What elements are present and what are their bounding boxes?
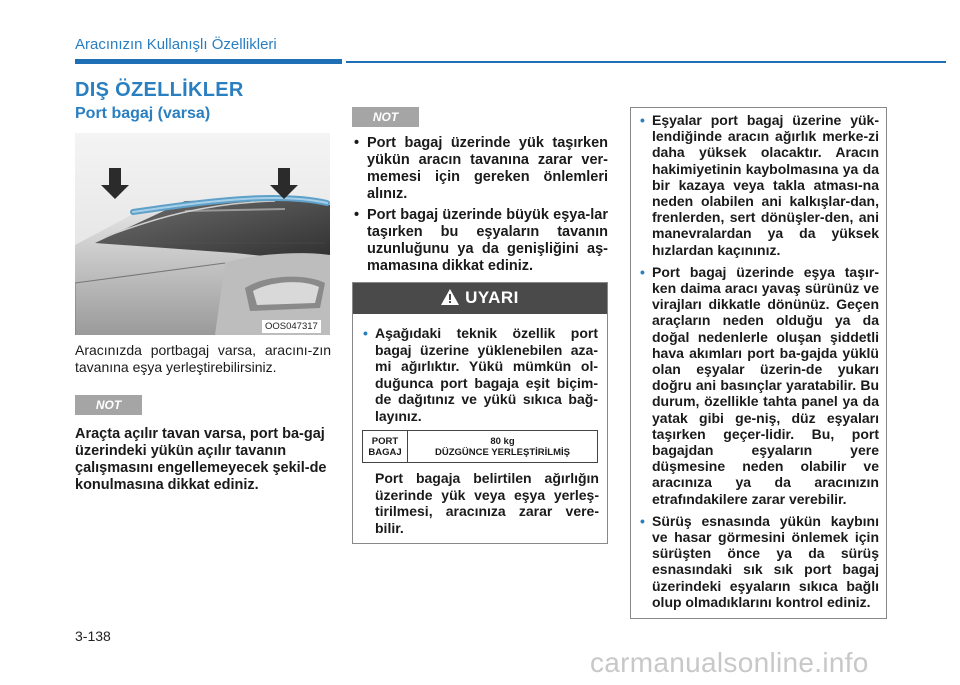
note-list — [352, 135, 608, 279]
subsection-title: Port bagaj (varsa) — [75, 105, 211, 122]
page-number: 3-138 — [75, 628, 111, 644]
figure-code: OOS047317 — [262, 320, 321, 333]
warning-list — [362, 325, 598, 424]
note-tag: NOT — [352, 107, 419, 127]
table-cell-value: DÜZGÜNCE YERLEŞTİRİLMİŞ — [435, 446, 570, 458]
list-item: • Port bagaj üzerinde eşya taşır-ken daima aracı yavaş sürünüz ve virajları dikkatle dönünüz. Geçen araçların neden olduğu ya da doğal nedenlerle oluşan şiddetli hava akımları port ba-gajda yüklü olan eşyalar üzerin-de yukarı doğru ani basınçlar yaratabilir. Bu durum, özellikle tahta panel ya da yatak gibi ge-niş, düz eşyaları taşırken geçer-lidir. Bu, port bagajdan eşyaların yere düşmesine neden olabilir ve aracınıza ya da aracınızın etrafındakilere zarar verebilir. — [639, 264, 879, 507]
list-item: • Port bagaj üzerinde büyük eşya-lar taşırken bu eşyaların tavanın uzunluğunu ya da genişliğini aş-mamasına dikkat ediniz. — [352, 207, 608, 275]
intro-paragraph: Aracınızda portbagaj varsa, aracını-zın tavanına eşya yerleştirebilirsiniz. — [75, 342, 331, 375]
list-item: • Eşyalar port bagaj üzerine yük-lendiğinde aracın ağırlık merke-zi daha yüksek olacaktır. Aracın hakimiyetinin kaybolmasına ya da bir kazaya veya takla atması-na neden olabilen ani kalkışlar-dan, frenlerden, sert dönüşler-den, ani manevralardan ya da yüksek hızlardan kaçınınız. — [639, 112, 879, 258]
warning-triangle-icon — [441, 289, 459, 310]
header-rule-thin — [346, 61, 946, 63]
list-item: • Aşağıdaki teknik özellik port bagaj üzerine yüklenebilen aza-mi ağırlıktır. Yükü mümkün ol-duğunca port bagaja eşit biçim-de dağıtınız ve yükü sıkıca bağ-layınız. — [362, 325, 598, 424]
note-tag: NOT — [75, 395, 142, 415]
warning-header — [353, 283, 607, 314]
list-item: • Sürüş esnasında yükün kaybını ve hasar görmesini önlemek için sürüşten önce ya da sürüş esnasındaki sık sık port bagaj üzerindeki eşyaların sıkıca bağlı olup olmadıklarını kontrol ediniz. — [639, 513, 879, 610]
table-row — [363, 431, 598, 463]
roof-rack-car-illustration — [75, 133, 330, 335]
warning-label: UYARI — [465, 288, 519, 307]
note-text: Araçta açılır tavan varsa, port ba-gaj üzerindeki yükün açılır tavanın çalışmasını engellemeyecek şekil-de konulmasına dikkat ediniz. — [75, 426, 327, 493]
table-cell — [408, 431, 598, 463]
section-title: DIŞ ÖZELLİKLER — [75, 79, 244, 101]
table-cell-value: 80 kg — [490, 435, 515, 447]
spec-table — [362, 430, 598, 463]
watermark: carmanualsonline.info — [590, 647, 869, 678]
warning-body: Port bagaja belirtilen ağırlığın üzerinde yük veya eşya yerleş-tirilmesi, aracınıza zarar vere-bilir. — [375, 470, 599, 536]
list-item: • Port bagaj üzerinde yük taşırken yükün aracın tavanına zarar ver-memesi için gereken önlemleri alınız. — [352, 135, 608, 203]
table-cell: PORT BAGAJ — [363, 431, 408, 463]
right-warning-list — [639, 112, 879, 616]
header-rule-bold — [75, 59, 342, 64]
chapter-header: Aracınızın Kullanışlı Özellikleri — [75, 36, 277, 53]
